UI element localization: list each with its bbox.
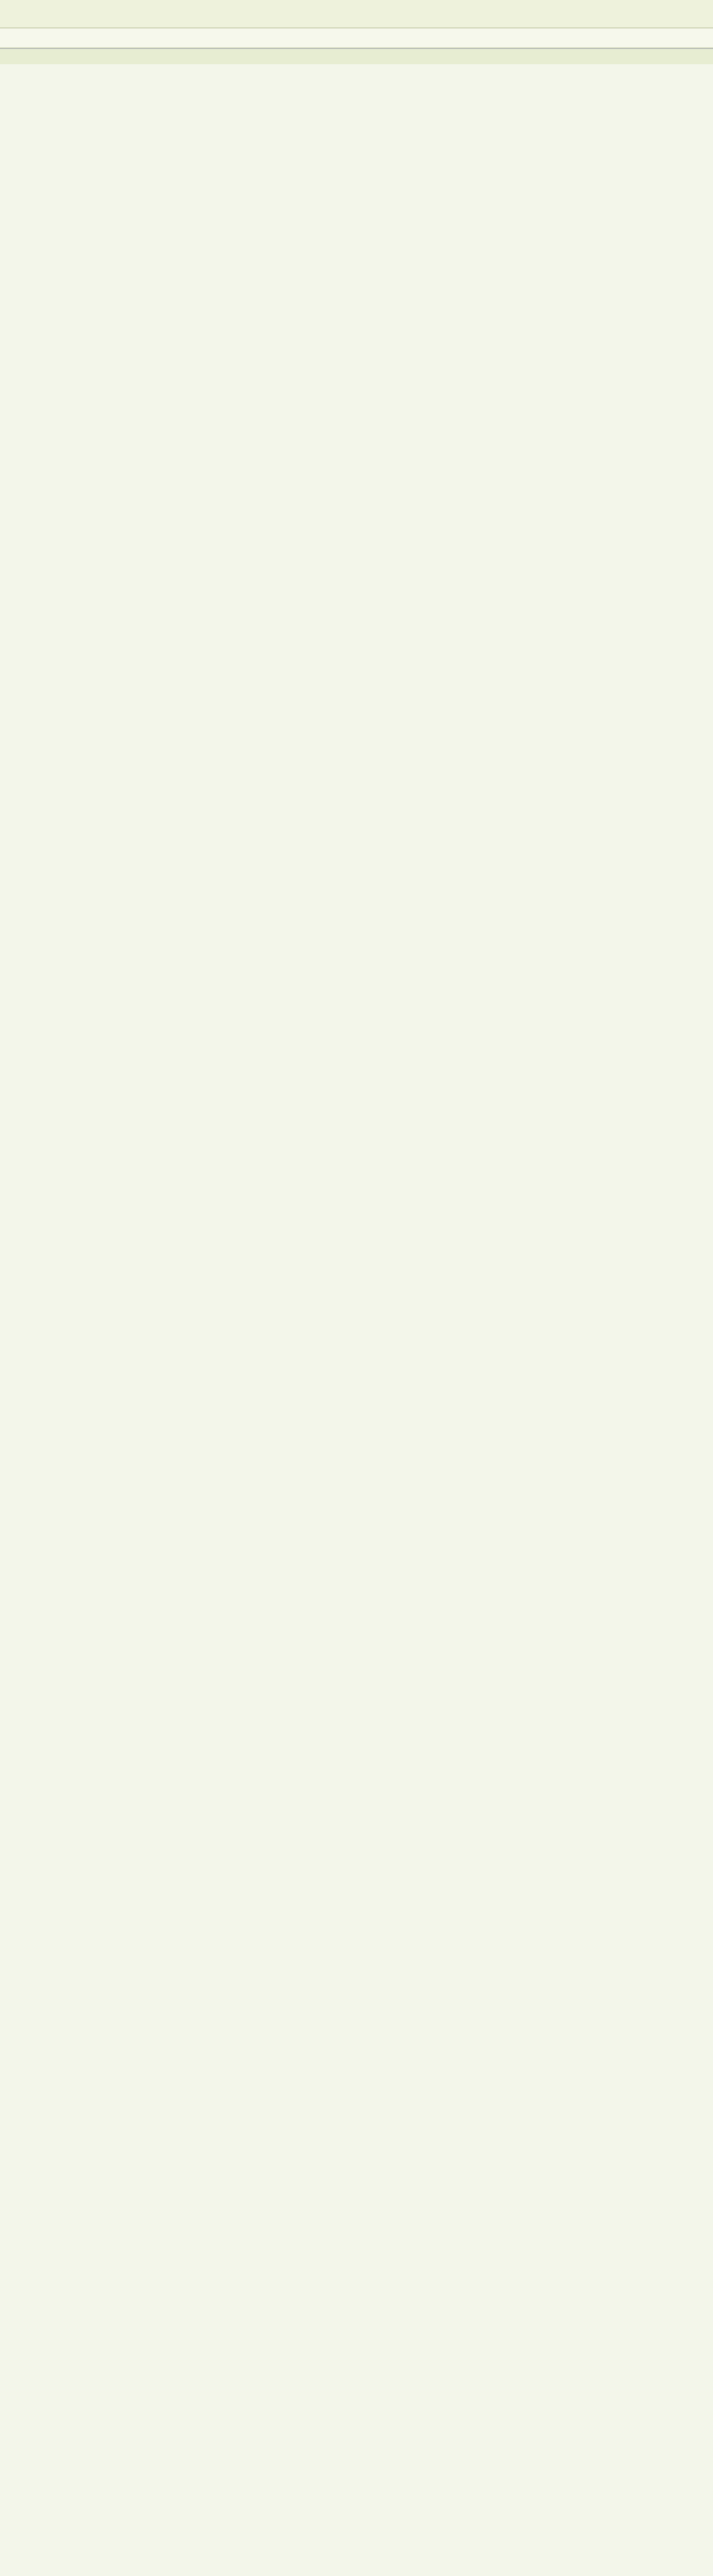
source-row bbox=[0, 28, 713, 48]
footer-legend-row bbox=[0, 48, 713, 64]
title-bar bbox=[0, 0, 713, 28]
